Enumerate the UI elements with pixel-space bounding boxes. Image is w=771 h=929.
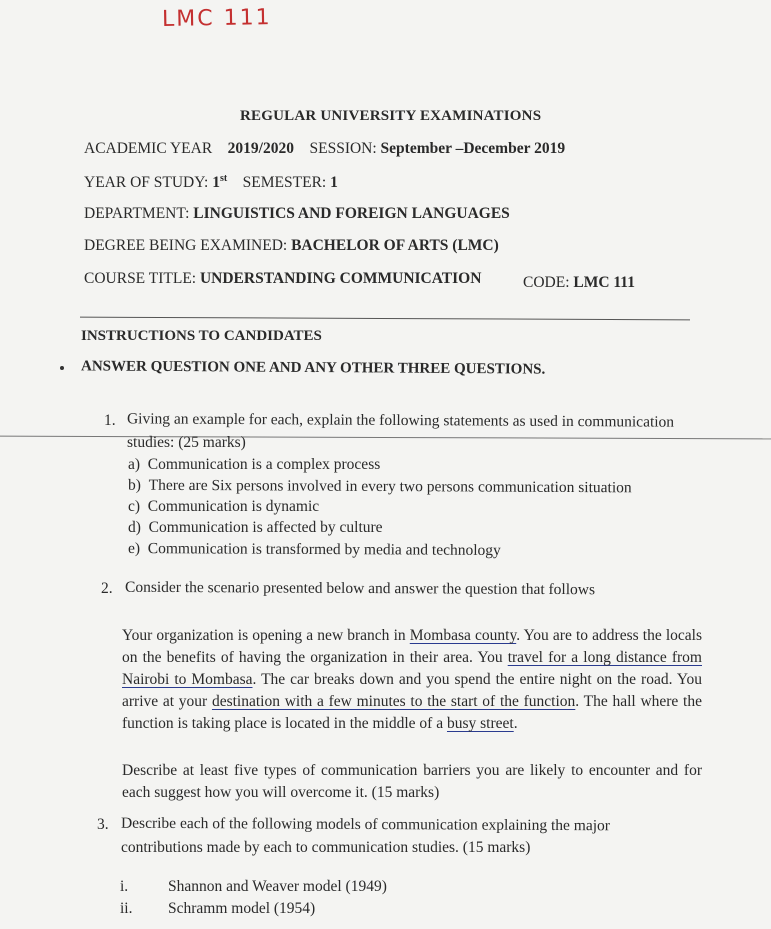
year-of-study-row: [84, 173, 338, 192]
instructions-text: ANSWER QUESTION ONE AND ANY OTHER THREE QUESTIONS.: [80, 358, 546, 378]
semester-label: SEMESTER:: [242, 174, 327, 192]
semester-value: 1: [330, 174, 338, 192]
q2-scenario: Your organization is opening a new branch in Mombasa county. You are to address the locals on the benefits of having the organization in their area. You travel for a long distance from Nairobi to Mombasa. The car breaks down and you spend the entire night on the road. You arrive at your destination with a few minutes to the start of the function. The hall where the function is taking place is located in the middle of a busy street.: [122, 627, 703, 732]
code-label: CODE:: [523, 274, 570, 291]
underlined-phrase: travel for a long distance from Nairobi to Mombasa: [122, 649, 702, 688]
q3-stem-line1: Describe each of the following models of communication explaining the major: [120, 814, 611, 835]
session-label: SESSION:: [309, 140, 377, 157]
underlined-phrase: destination with a few minutes to the start of the function: [211, 693, 576, 710]
department-label: DEPARTMENT:: [84, 205, 190, 222]
handwritten-course-code: LMC 111: [161, 5, 272, 32]
academic-year-row: [84, 140, 565, 158]
underlined-phrase: Mombasa county: [409, 627, 517, 644]
department-row: [84, 205, 510, 223]
q1-stem-line2: studies: (25 marks): [127, 434, 246, 451]
course-title-value: UNDERSTANDING COMMUNICATION: [199, 270, 482, 287]
academic-year-label: ACADEMIC YEAR: [84, 140, 213, 157]
bullet-icon: [60, 366, 64, 370]
q3-item-i: i. Shannon and Weaver model (1949): [120, 878, 387, 895]
year-of-study-value: 1st: [212, 173, 228, 192]
q2-task: Describe at least five types of communication barriers you are likely to encounter and for each suggest how you will overcome it. (15 marks): [122, 762, 702, 801]
exam-title: REGULAR UNIVERSITY EXAMINATIONS: [240, 108, 542, 124]
instructions-heading: INSTRUCTIONS TO CANDIDATES: [81, 328, 322, 344]
q1-number: 1.: [104, 412, 116, 429]
q2-stem: Consider the scenario presented below and answer the question that follows: [124, 578, 596, 599]
year-of-study-label: YEAR OF STUDY:: [84, 174, 209, 192]
course-title-label: COURSE TITLE:: [84, 270, 197, 287]
degree-label: DEGREE BEING EXAMINED:: [84, 237, 288, 254]
q3-item-ii: ii. Schramm model (1954): [120, 900, 316, 917]
academic-year-value: 2019/2020: [227, 140, 294, 157]
degree-value: BACHELOR OF ARTS (LMC): [291, 237, 499, 254]
underlined-phrase: busy street: [446, 715, 514, 732]
q1-item-a: a) Communication is a complex process: [128, 456, 381, 473]
fold-line: [0, 436, 771, 440]
header-divider: [80, 317, 690, 321]
q2-number: 2.: [101, 580, 113, 597]
course-code: [523, 274, 635, 292]
department-value: LINGUISTICS AND FOREIGN LANGUAGES: [193, 205, 510, 222]
q1-item-d: d) Communication is affected by culture: [128, 519, 383, 536]
q1-stem-line1: Giving an example for each, explain the following statements as used in communication: [126, 410, 675, 431]
q1-item-b: b) There are Six persons involved in every two persons communication situation: [127, 476, 632, 497]
q1-item-c: c) Communication is dynamic: [128, 498, 320, 515]
code-value: LMC 111: [573, 274, 635, 291]
q3-stem-line2: contributions made by each to communication studies. (15 marks): [121, 839, 531, 856]
degree-row: [84, 237, 499, 255]
course-row: [84, 270, 481, 288]
q3-number: 3.: [97, 816, 109, 833]
q1-item-e: e) Communication is transformed by media and technology: [127, 540, 501, 559]
session-value: September –December 2019: [380, 140, 566, 157]
